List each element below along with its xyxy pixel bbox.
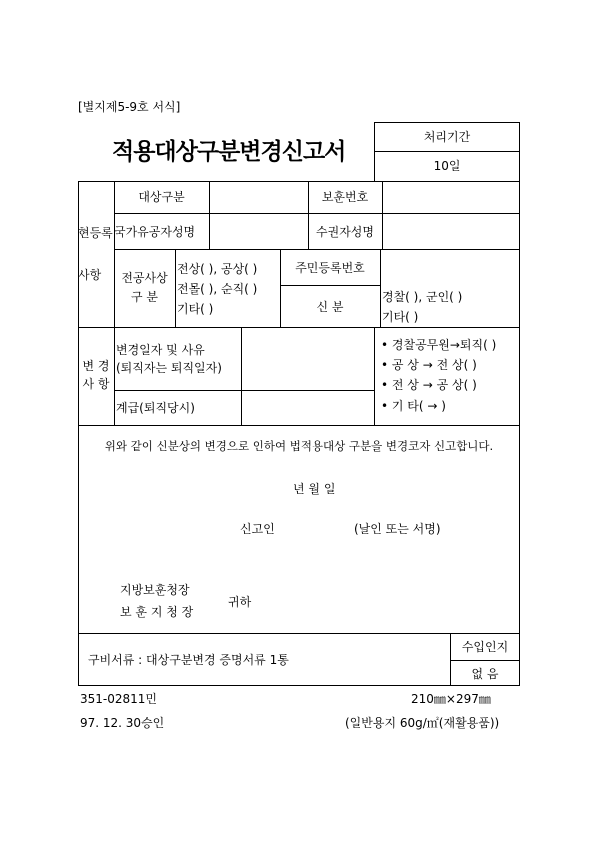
processing-period-value: 10일 — [433, 159, 461, 173]
declaration-text: 위와 같이 신분상의 변경으로 인하여 법적용대상 구분을 변경코자 신고합니다. — [104, 439, 494, 453]
change-option-4[interactable]: • 기 타( → ) — [381, 399, 446, 413]
revenue-stamp-label: 수입인지 — [461, 640, 509, 654]
date-line[interactable]: 년 월 일 — [293, 482, 336, 496]
rank-label: 계급(퇴직당시) — [116, 401, 195, 415]
beneficiary-name-label: 수권자성명 — [316, 225, 374, 239]
footer-approval: 97. 12. 30승인 — [80, 716, 165, 730]
casualty-option-1[interactable]: 전상( ), 공상( ) — [177, 262, 258, 276]
change-matters-label: 변 경 — [82, 359, 110, 373]
beneficiary-name-field[interactable] — [383, 214, 519, 248]
registration-matters-label: 사항 — [78, 268, 102, 282]
rank-field[interactable] — [242, 391, 373, 424]
status-option-1[interactable]: 경찰( ), 군인( ) — [382, 290, 463, 304]
change-date-note: (퇴직자는 퇴직일자) — [116, 361, 222, 375]
current-registration-label: 현등록 — [78, 226, 113, 240]
casualty-option-3[interactable]: 기타( ) — [177, 302, 214, 316]
form-number: [별지제5-9호 서식] — [78, 100, 181, 114]
form-title: 적용대상구분변경신고서 — [112, 139, 346, 165]
target-category-label: 대상구분 — [138, 190, 185, 204]
status-option-2[interactable]: 기타( ) — [382, 310, 419, 324]
attachments-text: 구비서류 : 대상구분변경 증명서류 1통 — [88, 653, 289, 667]
change-matters-label-2: 사 항 — [82, 377, 110, 391]
revenue-stamp-value: 없 음 — [471, 667, 499, 681]
footer-paper: (일반용지 60g/㎡(재활용품)) — [345, 716, 500, 730]
applicant-label: 신고인 — [240, 522, 275, 536]
casualty-category-label: 전공사상 — [121, 271, 168, 285]
change-option-1[interactable]: • 경찰공무원→퇴직( ) — [381, 338, 497, 352]
recipient-line-2: 보 훈 지 청 장 — [120, 605, 194, 619]
casualty-category-label-2: 구 분 — [131, 290, 158, 304]
resident-number-field[interactable] — [381, 250, 519, 284]
seal-note: (날인 또는 서명) — [354, 522, 441, 536]
resident-number-label: 주민등록번호 — [295, 261, 365, 275]
footer-size: 210㎜×297㎜ — [411, 692, 491, 706]
change-option-3[interactable]: • 전 상 → 공 상( ) — [381, 378, 477, 392]
change-date-reason-label: 변경일자 및 사유 — [116, 343, 205, 357]
change-option-2[interactable]: • 공 상 → 전 상( ) — [381, 358, 477, 372]
processing-period-label: 처리기간 — [423, 130, 471, 144]
merit-person-name-label: 국가유공자성명 — [114, 225, 196, 239]
change-date-reason-field[interactable] — [242, 328, 373, 389]
veteran-number-label: 보훈번호 — [321, 190, 369, 204]
status-label: 신 분 — [316, 300, 344, 314]
footer-code: 351-02811민 — [80, 692, 158, 706]
veteran-number-field[interactable] — [383, 182, 519, 212]
target-category-field[interactable] — [210, 182, 307, 212]
casualty-option-2[interactable]: 전몰( ), 순직( ) — [177, 282, 258, 296]
merit-person-name-field[interactable] — [210, 214, 307, 248]
recipient-line-1: 지방보훈청장 — [120, 583, 190, 597]
honorific: 귀하 — [228, 595, 252, 609]
